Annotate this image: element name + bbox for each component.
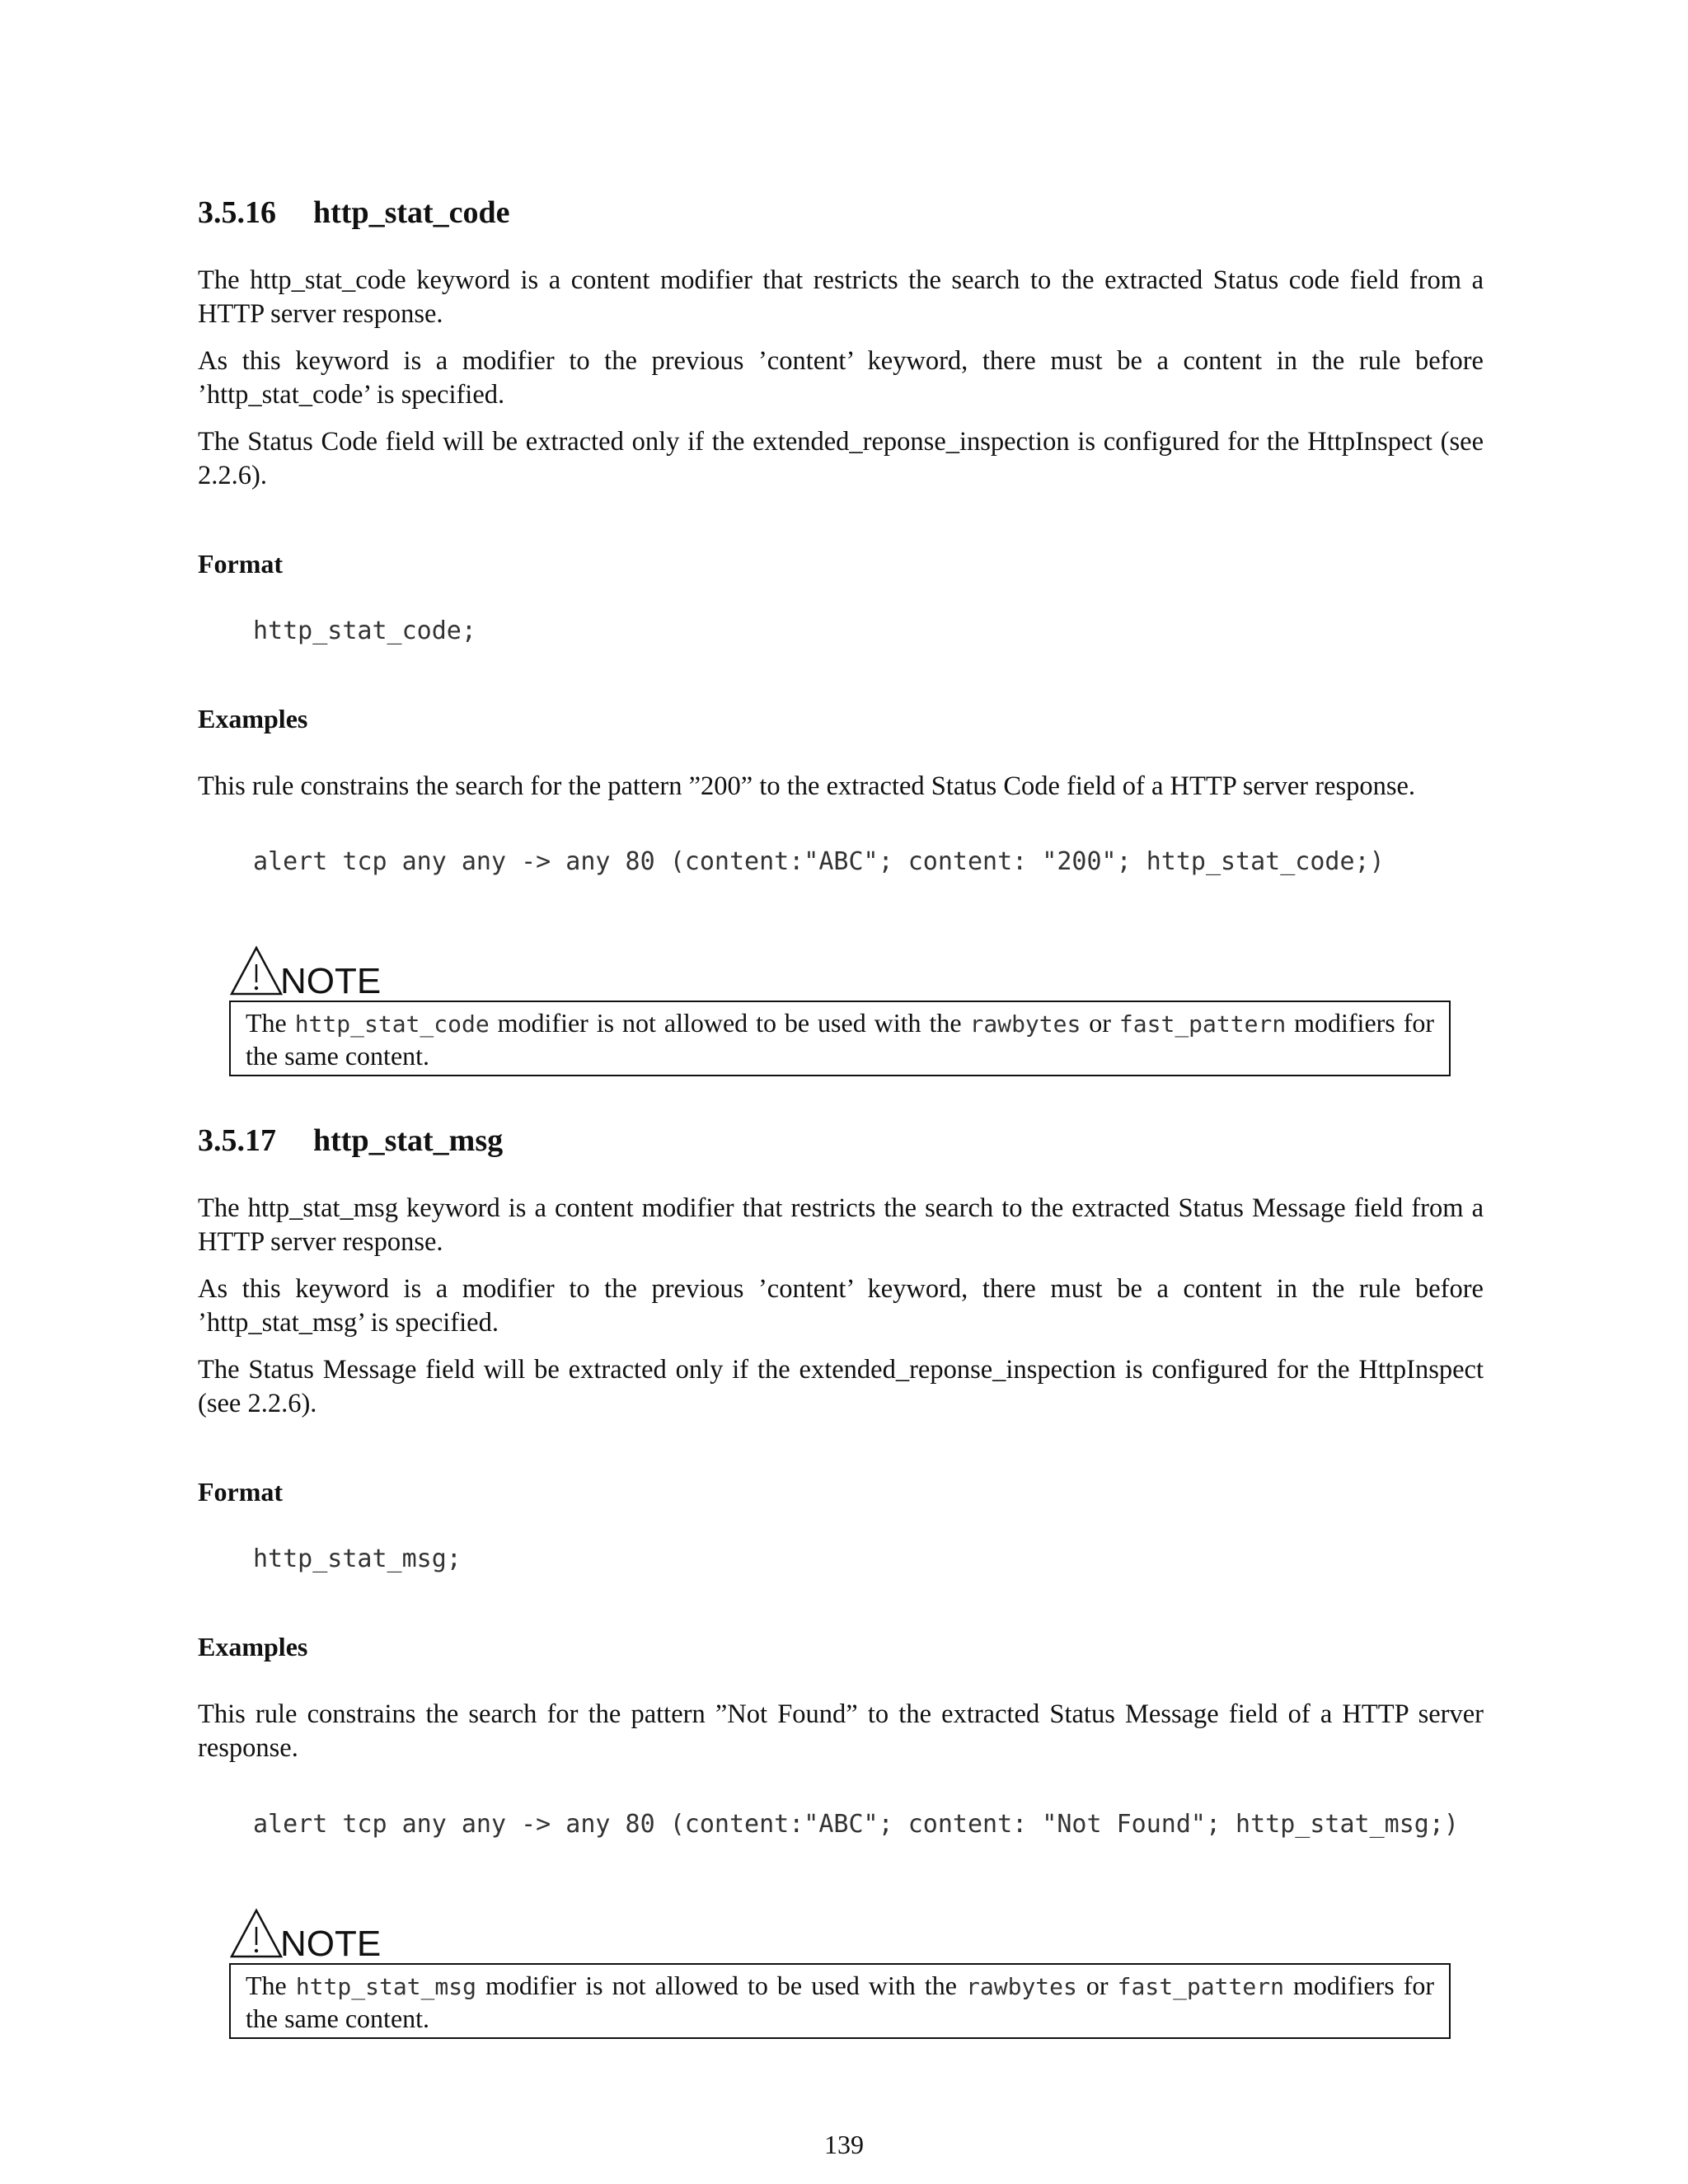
note-label: NOTE (280, 961, 382, 1001)
section-number: 3.5.16 (198, 195, 276, 230)
note-keyword: fast_pattern (1118, 1010, 1287, 1038)
note-box (229, 1963, 1451, 2039)
paragraph: As this keyword is a modifier to the previous ’content’ keyword, there must be a content in the rule before ’http_stat_msg’ is specified. (198, 1274, 1484, 1338)
example-description: This rule constrains the search for the pattern ”Not Found” to the extracted Status Message field of a HTTP server response. (198, 1699, 1484, 1763)
paragraph: The Status Code field will be extracted only if the extended_reponse_inspection is configured for the HttpInspect (see 2.2.6). (198, 427, 1484, 490)
paragraph: The http_stat_code keyword is a content modifier that restricts the search to the extracted Status code field from a HTTP server response. (198, 265, 1484, 329)
section-heading (198, 1122, 503, 1159)
example-description: This rule constrains the search for the pattern ”200” to the extracted Status Code field of a HTTP server response. (198, 771, 1416, 801)
note-text: modifiers for the same content. (246, 1008, 1435, 1071)
warning-icon (229, 944, 284, 997)
format-heading: Format (198, 549, 284, 579)
note-box (229, 1001, 1451, 1076)
format-heading: Format (198, 1477, 284, 1507)
note-keyword: rawbytes (966, 1973, 1077, 2000)
example-code: alert tcp any any -> any 80 (content:"ABC"; content: "200"; http_stat_code;) (253, 847, 1385, 876)
warning-icon (229, 1907, 284, 1960)
note-label: NOTE (280, 1924, 382, 1964)
note-text: or (1081, 1008, 1119, 1038)
section-number: 3.5.17 (198, 1123, 276, 1158)
section-heading (198, 194, 510, 231)
note-text: modifier is not allowed to be used with the (476, 1971, 967, 2000)
page-number: 139 (824, 2130, 864, 2159)
note-keyword: http_stat_msg (295, 1973, 476, 2000)
section-title: http_stat_msg (313, 1123, 504, 1158)
format-code: http_stat_code; (253, 616, 476, 645)
note-text: or (1076, 1971, 1118, 2000)
examples-heading: Examples (198, 704, 308, 733)
note-text: The (246, 1971, 296, 2000)
note-text: The (246, 1008, 295, 1038)
paragraph: The Status Message field will be extracted only if the extended_reponse_inspection is configured for the HttpInspect (see 2.2.6). (198, 1355, 1484, 1418)
paragraph: As this keyword is a modifier to the previous ’content’ keyword, there must be a content in the rule before ’http_stat_code’ is specified. (198, 346, 1484, 410)
examples-heading: Examples (198, 1632, 308, 1661)
note-keyword: http_stat_code (294, 1010, 490, 1038)
example-code: alert tcp any any -> any 80 (content:"ABC"; content: "Not Found"; http_stat_msg;) (253, 1810, 1459, 1839)
note-keyword: fast_pattern (1117, 1973, 1284, 2000)
format-code: http_stat_msg; (253, 1544, 462, 1573)
section-title: http_stat_code (313, 195, 510, 230)
note-text: modifiers for the same content. (246, 1971, 1435, 2033)
note-text: modifier is not allowed to be used with the (489, 1008, 970, 1038)
note-keyword: rawbytes (969, 1010, 1081, 1038)
paragraph: The http_stat_msg keyword is a content modifier that restricts the search to the extracted Status Message field from a HTTP server response. (198, 1193, 1484, 1257)
